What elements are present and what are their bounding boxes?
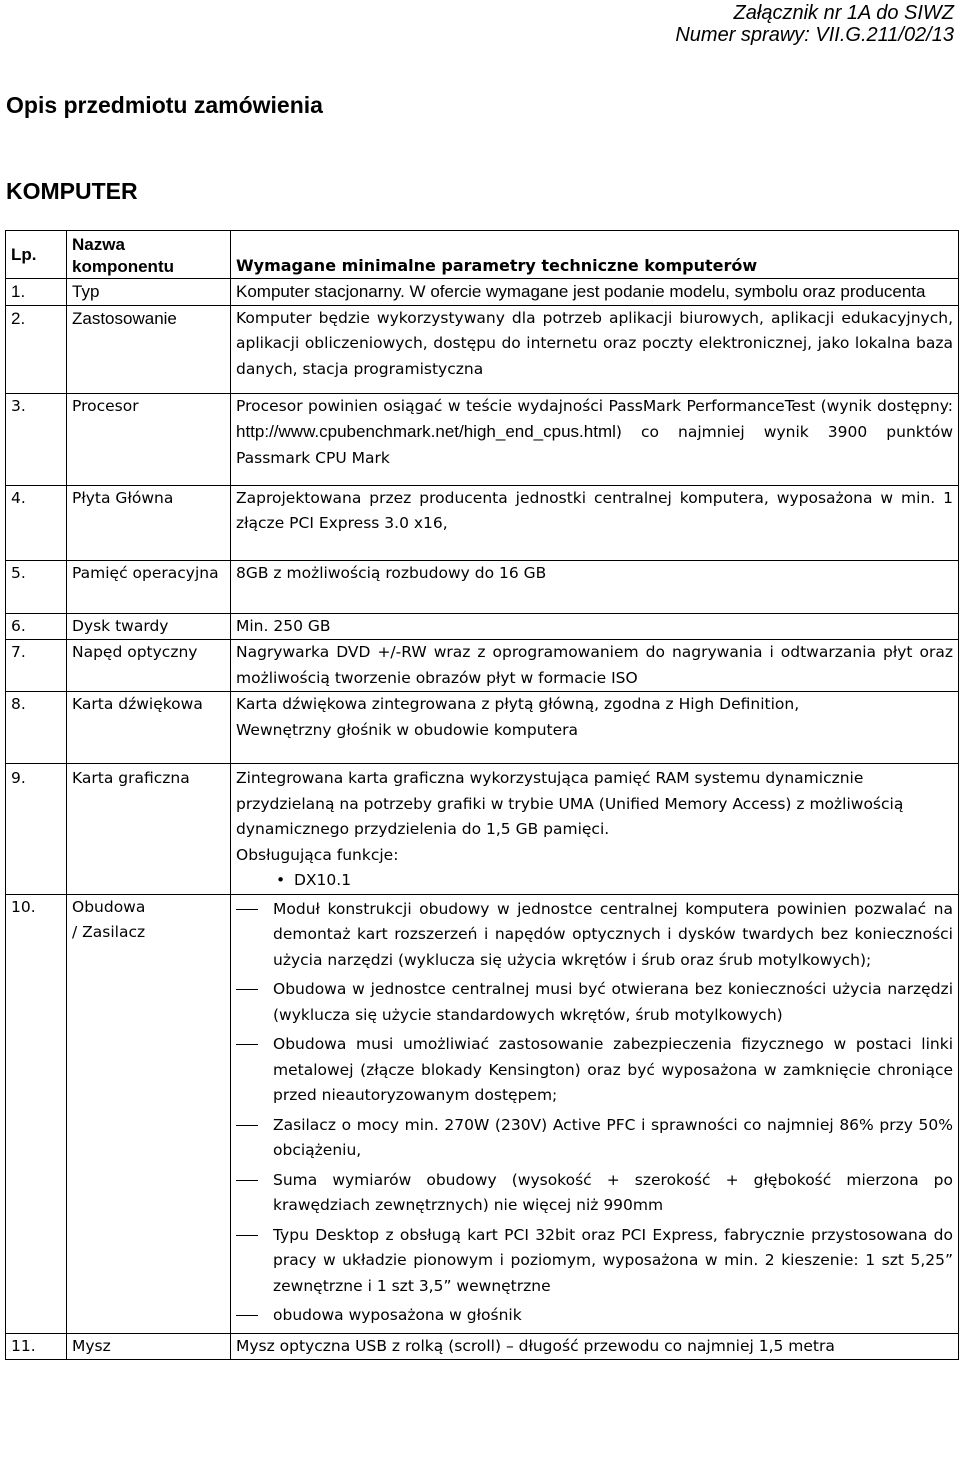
row-lp: 2.	[6, 305, 67, 393]
table-row	[6, 613, 959, 640]
row-component: Dysk twardy	[67, 613, 231, 640]
row-lp: 5.	[6, 560, 67, 613]
row-lp: 4.	[6, 485, 67, 560]
sound-card-line1: Karta dźwiękowa zintegrowana z płytą główną, zgodna z High Definition,	[236, 695, 800, 713]
sound-card-line2: Wewnętrzny głośnik w obudowie komputera	[236, 720, 579, 739]
row-lp: 9.	[6, 764, 67, 895]
row-description	[231, 894, 959, 1333]
graphics-functions-list	[236, 868, 953, 894]
row-description: Min. 250 GB	[231, 613, 959, 640]
case-requirements-list	[236, 897, 953, 1329]
row-description: 8GB z możliwością rozbudowy do 16 GB	[231, 560, 959, 613]
graphics-functions-label: Obsługująca funkcje:	[236, 845, 399, 864]
row-component-line1: Obudowa	[72, 897, 146, 916]
row-component: Napęd optyczny	[67, 640, 231, 692]
row-description	[231, 692, 959, 764]
header-lp: Lp.	[6, 231, 67, 279]
row-component-line2: / Zasilacz	[72, 923, 146, 941]
row-component	[67, 894, 231, 1333]
table-row	[6, 279, 959, 306]
table-row	[6, 485, 959, 560]
document-header	[675, 2, 954, 46]
table-row	[6, 640, 959, 692]
list-item: Typu Desktop z obsługą kart PCI 32bit oraz PCI Express, fabrycznie przystosowana do pracy w układzie pionowym i poziomym, wyposażona w min. 2 kieszenie: 1 szt 5,25” zewnętrzne i 1 szt 3,5” wewnętrzne	[236, 1223, 953, 1300]
row-component: Karta dźwiękowa	[67, 692, 231, 764]
row-description: Mysz optyczna USB z rolką (scroll) – długość przewodu co najmniej 1,5 metra	[231, 1333, 959, 1360]
row-description: Komputer będzie wykorzystywany dla potrzeb aplikacji biurowych, aplikacji edukacyjnych, aplikacji obliczeniowych, dostępu do internetu oraz poczty elektronicznej, jako lokalna baza danych, stacja programistyczna	[231, 305, 959, 393]
list-item: Suma wymiarów obudowy (wysokość + szerokość + głębokość mierzona po krawędziach zewnętrznych) nie więcej niż 990mm	[236, 1168, 953, 1219]
row-lp: 3.	[6, 393, 67, 485]
list-item: obudowa wyposażona w głośnik	[236, 1303, 953, 1329]
header-params: Wymagane minimalne parametry techniczne komputerów	[231, 231, 959, 279]
requirements-table	[5, 230, 959, 1360]
table-row	[6, 764, 959, 895]
row-component: Karta graficzna	[67, 764, 231, 895]
list-item: Obudowa musi umożliwiać zastosowanie zabezpieczenia fizycznego w postaci linki metalowej (złącze blokady Kensington) oraz być wyposażona w zamknięcie chroniące przed nieautoryzowanym dostępem;	[236, 1032, 953, 1109]
row-lp: 6.	[6, 613, 67, 640]
table-row	[6, 393, 959, 485]
row-description: Zaprojektowana przez producenta jednostki centralnej komputera, wyposażona w min. 1 złącze PCI Express 3.0 x16,	[231, 485, 959, 560]
row-component: Typ	[67, 279, 231, 306]
header-component	[67, 231, 231, 279]
row-component: Zastosowanie	[67, 305, 231, 393]
row-component: Procesor	[67, 393, 231, 485]
processor-text-a: Procesor powinien osiągać w teście wydajności PassMark PerformanceTest (wynik dostępny:	[236, 396, 953, 415]
row-component: Pamięć operacyjna	[67, 560, 231, 613]
row-lp: 10.	[6, 894, 67, 1333]
table-header-row	[6, 231, 959, 279]
row-component: Mysz	[67, 1333, 231, 1360]
graphics-description: Zintegrowana karta graficzna wykorzystująca pamięć RAM systemu dynamicznie przydzielaną na potrzeby grafiki w trybie UMA (Unified Memory Access) z możliwością dynamicznego przydzielenia do 1,5 GB pamięci.	[236, 769, 904, 838]
table-row	[6, 1333, 959, 1360]
row-lp: 1.	[6, 279, 67, 306]
row-description	[231, 764, 959, 895]
processor-text-b: ) co najmniej wynik 3900 punktów Passmark CPU Mark	[236, 423, 953, 467]
row-lp: 8.	[6, 692, 67, 764]
row-description: Nagrywarka DVD +/-RW wraz z oprogramowaniem do nagrywania i odtwarzania płyt oraz możliwością tworzenie obrazów płyt w formacie ISO	[231, 640, 959, 692]
list-item: Obudowa w jednostce centralnej musi być otwierana bez konieczności użycia narzędzi (wyklucza się użycie standardowych wkrętów, śrub motylkowych)	[236, 977, 953, 1028]
list-item: • DX10.1	[254, 868, 953, 894]
row-lp: 11.	[6, 1333, 67, 1360]
attachment-label: Załącznik nr 1A do SIWZ	[733, 2, 954, 24]
row-description: Komputer stacjonarny. W ofercie wymagane jest podanie modelu, symbolu oraz producenta	[231, 279, 959, 306]
row-lp: 7.	[6, 640, 67, 692]
section-title: KOMPUTER	[6, 178, 138, 204]
passmark-link[interactable]: http://www.cpubenchmark.net/high_end_cpus.html	[236, 422, 616, 441]
table-row	[6, 560, 959, 613]
case-number: Numer sprawy: VII.G.211/02/13	[675, 24, 954, 46]
list-item: Moduł konstrukcji obudowy w jednostce centralnej komputera powinien pozwalać na demontaż kart rozszerzeń i napędów optycznych i dysków twardych bez konieczności użycia narzędzi (wyklucza się użycia wkrętów i śrub oraz śrub motylkowych);	[236, 897, 953, 974]
table-row	[6, 305, 959, 393]
list-item: Zasilacz o mocy min. 270W (230V) Active PFC i sprawności co najmniej 86% przy 50% obciążeniu,	[236, 1113, 953, 1164]
row-description	[231, 393, 959, 485]
page-title: Opis przedmiotu zamówienia	[6, 92, 323, 118]
row-component: Płyta Główna	[67, 485, 231, 560]
table-row	[6, 894, 959, 1333]
header-component-line2: komponentu	[72, 257, 174, 276]
table-row	[6, 692, 959, 764]
header-component-line1: Nazwa	[72, 235, 125, 254]
